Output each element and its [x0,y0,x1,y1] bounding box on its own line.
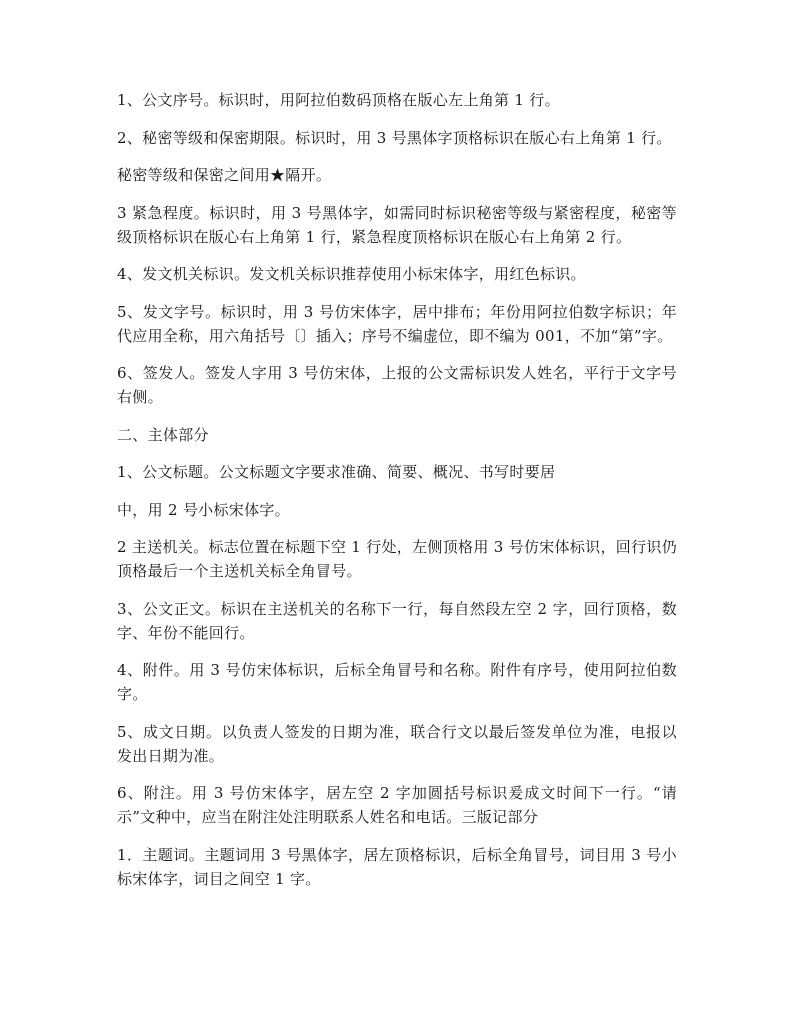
paragraph-body-text: 3、公文正文。标识在主送机关的名称下一行，每自然段左空 2 字，回行顶格，数字、年份不能回行。 [117,599,677,642]
paragraph-attachment: 4、附件。用 3 号仿宋体标识，后标全角冒号和名称。附件有序号，使用阿拉伯数字。 [117,661,677,703]
section-heading-main-body: 二、主体部分 [117,425,209,444]
document-body [117,88,677,904]
paragraph-notes: 6、附注。用 3 号仿宋体字，居左空 2 字加圆括号标识爰成文时间下一行。“请示”文种中，应当在附注处注明联系人姓名和电话。三版记部分 [117,784,677,826]
paragraph-title-rule: 1、公文标题。公文标题文字要求准确、简要、概况、书写时要居 [117,463,556,481]
paragraph-main-recipient: 2 主送机关。标志位置在标题下空 1 行处，左侧顶格用 3 号仿宋体标识，回行识仍顶格最后一个主送机关标全角冒号。 [117,538,677,580]
paragraph-signer: 6、签发人。签发人字用 3 号仿宋体，上报的公文需标识发人姓名，平行于文字号右侧。 [117,364,677,406]
paragraph-subject-words: 1．主题词。主题词用 3 号黑体字，居左顶格标识，后标全角冒号，词目用 3 号小标宋体字，词目之间空 1 字。 [117,845,677,888]
paragraph-secret-level: 2、秘密等级和保密期限。标识时，用 3 号黑体字顶格标识在版心右上角第 1 行。 [117,128,672,147]
paragraph-title-rule-cont: 中，用 2 号小标宋体字。 [117,500,290,519]
paragraph-issuing-authority: 4、发文机关标识。发文机关标识推荐使用小标宋体字，用红色标识。 [117,265,586,283]
paragraph-secret-separator: 秘密等级和保密之间用★隔开。 [117,166,332,184]
paragraph-doc-serial-number: 1、公文序号。标识时，用阿拉伯数码顶格在版心左上角第 1 行。 [117,91,560,109]
paragraph-document-number: 5、发文字号。标识时，用 3 号仿宋体字，居中排布；年份用阿拉伯数字标识；年代应用全称，用六角括号〔〕插入；序号不编虚位，即不编为 001，不加“第”字。 [117,302,677,345]
paragraph-date: 5、成文日期。以负责人签发的日期为准，联合行文以最后签发单位为准，电报以发出日期为准。 [117,722,677,765]
paragraph-urgency: 3 紧急程度。标识时，用 3 号黑体字，如需同时标识秘密等级与紧密程度，秘密等级顶格标识在版心右上角第 1 行，紧急程度顶格标识在版心右上角第 2 行。 [117,203,677,246]
